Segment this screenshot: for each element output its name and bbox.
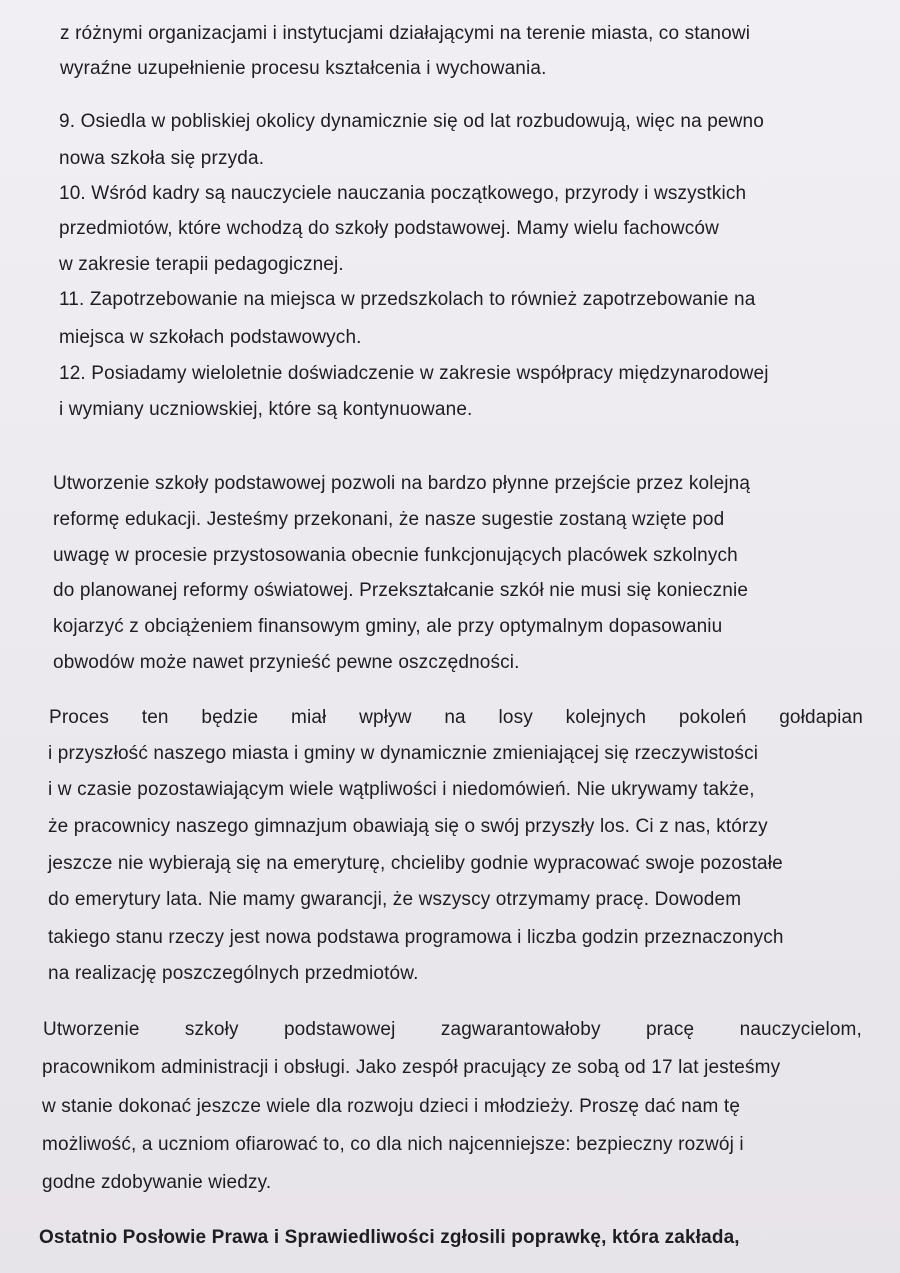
text-line: obwodów może nawet przynieść pewne oszczędności. — [53, 652, 520, 673]
word: zagwarantowałoby — [440, 1019, 601, 1040]
word: kolejnych — [565, 707, 647, 728]
text-line: i przyszłość naszego miasta i gminy w dynamicznie zmieniającej się rzeczywistości — [48, 743, 759, 764]
list-item-12: 12. Posiadamy wieloletnie doświadczenie w zakresie współpracy międzynarodowej — [59, 363, 769, 384]
text-line: do planowanej reformy oświatowej. Przekształcanie szkół nie musi się koniecznie — [53, 580, 749, 601]
text-line: w stanie dokonać jeszcze wiele dla rozwoju dzieci i młodzieży. Proszę dać nam tę — [42, 1096, 741, 1117]
text-line: kojarzyć z obciążeniem finansowym gminy, ale przy optymalnym dopasowaniu — [53, 616, 723, 637]
word: będzie — [201, 707, 259, 728]
text-line: z różnymi organizacjami i instytucjami działającymi na terenie miasta, co stanowi — [60, 23, 751, 44]
word: podstawowej — [283, 1019, 396, 1040]
text-line: jeszcze nie wybierają się na emeryturę, chcieliby godnie wypracować swoje pozostałe — [48, 853, 783, 874]
list-item-10: 10. Wśród kadry są nauczyciele nauczania początkowego, przyrody i wszystkich — [59, 183, 747, 204]
text-line: uwagę w procesie przystosowania obecnie funkcjonujących placówek szkolnych — [53, 545, 738, 566]
word: ten — [141, 707, 169, 728]
text-line: na realizację poszczególnych przedmiotów. — [48, 963, 419, 984]
word: Utworzenie — [43, 1019, 140, 1040]
word: nauczycielom, — [739, 1019, 862, 1040]
text-line: i wymiany uczniowskiej, które są kontynuowane. — [59, 399, 473, 420]
text-line: możliwość, a uczniom ofiarować to, co dla nich najcenniejsze: bezpieczny rozwój i — [42, 1134, 744, 1155]
text-line: przedmiotów, które wchodzą do szkoły podstawowej. Mamy wielu fachowców — [59, 218, 719, 239]
text-line: takiego stanu rzeczy jest nowa podstawa programowa i liczba godzin przeznaczonych — [48, 927, 784, 948]
justified-line — [43, 1018, 862, 1042]
word: losy — [498, 707, 533, 728]
text-line: Utworzenie szkoły podstawowej pozwoli na bardzo płynne przejście przez kolejną — [53, 473, 751, 494]
list-item-9: 9. Osiedla w pobliskiej okolicy dynamicznie się od lat rozbudowują, więc na pewno — [59, 111, 764, 132]
text-line: pracownikom administracji i obsługi. Jako zespół pracujący ze sobą od 17 lat jesteśmy — [42, 1057, 781, 1078]
text-line: że pracownicy naszego gimnazjum obawiają się o swój przyszły los. Ci z nas, którzy — [48, 816, 768, 837]
text-line: w zakresie terapii pedagogicznej. — [59, 254, 344, 275]
word: na — [444, 707, 466, 728]
word: wpływ — [359, 707, 412, 728]
list-item-11: 11. Zapotrzebowanie na miejsca w przedszkolach to również zapotrzebowanie na — [59, 289, 756, 310]
word: gołdapian — [779, 707, 863, 728]
bold-text-line: Ostatnio Posłowie Prawa i Sprawiedliwości zgłosili poprawkę, która zakłada, — [39, 1227, 740, 1248]
text-line: miejsca w szkołach podstawowych. — [59, 327, 362, 348]
justified-line — [49, 706, 863, 730]
text-line: do emerytury lata. Nie mamy gwarancji, że wszyscy otrzymamy pracę. Dowodem — [48, 889, 742, 910]
word: pracę — [645, 1019, 695, 1040]
text-line: reformę edukacji. Jesteśmy przekonani, że nasze sugestie zostaną wzięte pod — [53, 509, 725, 530]
text-line: nowa szkoła się przyda. — [59, 148, 265, 169]
text-line: godne zdobywanie wiedzy. — [42, 1172, 272, 1193]
text-line: i w czasie pozostawiającym wiele wątpliwości i niedomówień. Nie ukrywamy także, — [48, 779, 755, 800]
text-line: wyraźne uzupełnienie procesu kształcenia i wychowania. — [60, 58, 547, 79]
word: pokoleń — [678, 707, 747, 728]
word: szkoły — [184, 1019, 239, 1040]
word: miał — [290, 707, 327, 728]
word: Proces — [49, 707, 110, 728]
